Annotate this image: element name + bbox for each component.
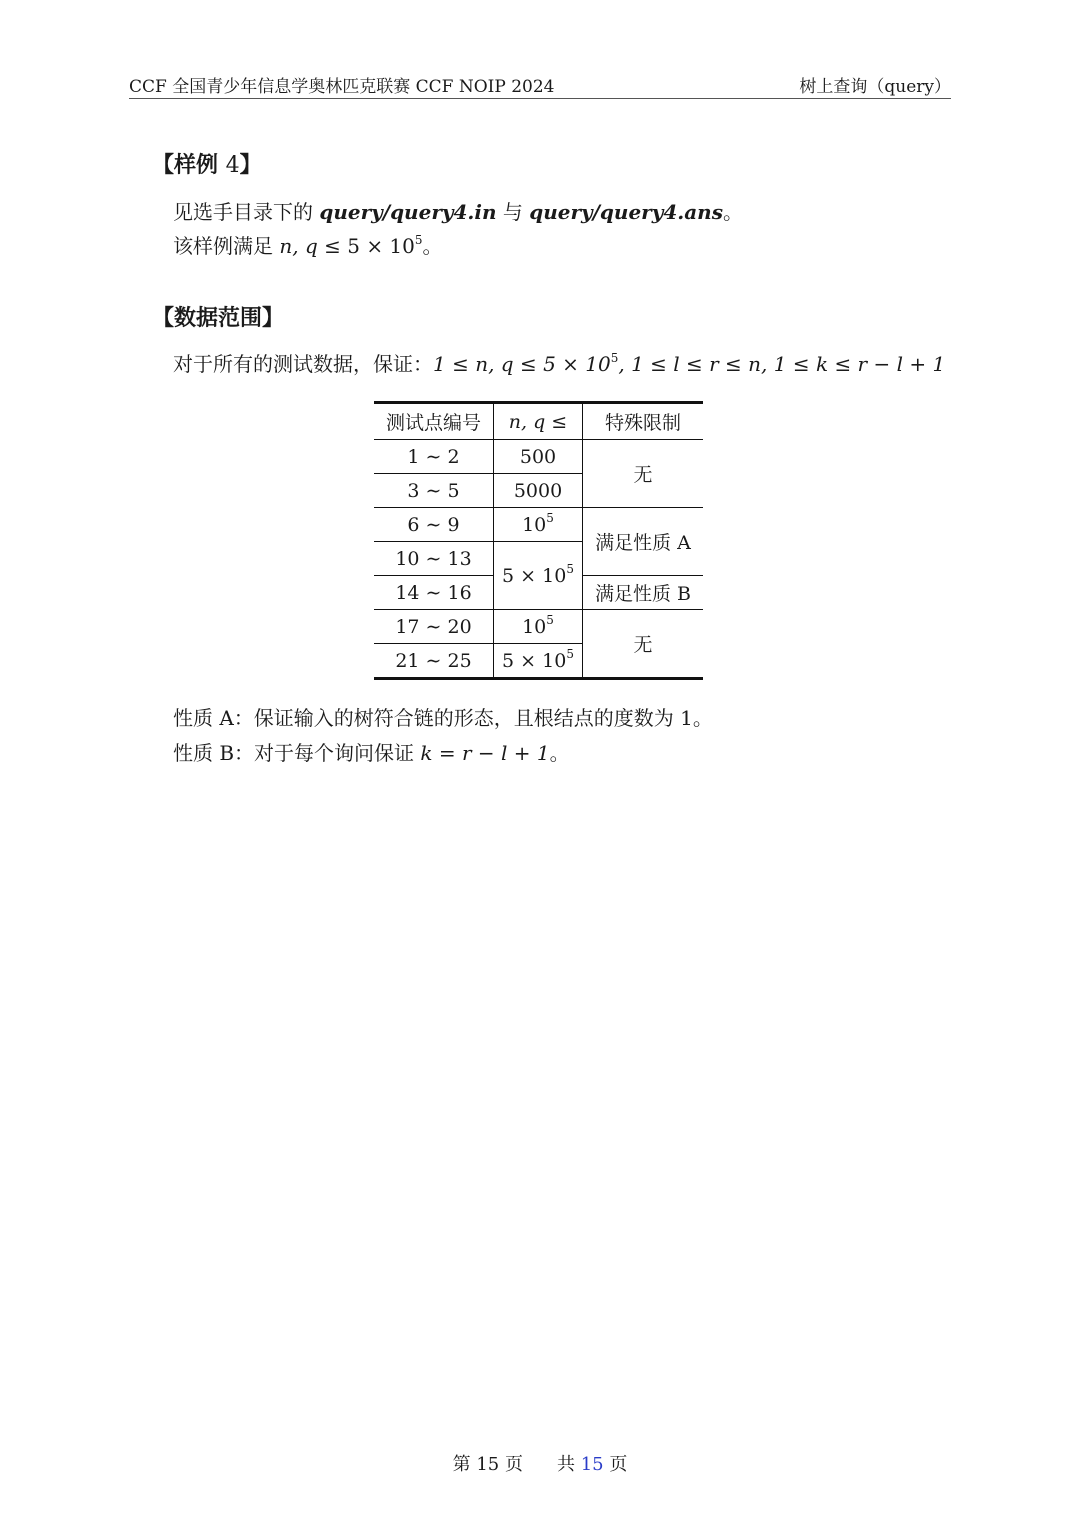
data-range-intro [173,352,945,376]
table-cell-nq: 500 [494,440,583,474]
table-cell-special: 无 [583,610,704,679]
table-cell-special: 满足性质 B [583,576,704,610]
sample4-constraint-rel: ≤ 5 × 10 [317,234,415,258]
table-header-nq: n, q ≤ [494,403,583,440]
table-row [374,508,703,542]
sample4-input-file: query/query4.in [319,200,497,224]
table-cell-testcase: 17 ∼ 20 [374,610,494,644]
table-row [374,440,703,474]
table-cell-nq-exp: 5 [546,612,554,627]
sample4-files-mid: 与 [496,200,530,224]
property-b-line [173,741,570,765]
table-cell-testcase: 21 ∼ 25 [374,644,494,679]
sample4-heading-prefix: 【样例 [152,153,226,178]
table-cell-nq-base: 10 [522,513,547,536]
property-b-prefix: 性质 B：对于每个询问保证 [173,741,421,765]
footer-page-number: 15 [476,1454,500,1475]
data-range-intro-math-b: , 1 ≤ l ≤ r ≤ n, 1 ≤ k ≤ r − l + 1 [618,352,946,376]
sample4-constraint-line [173,234,443,258]
sample4-heading-suffix: 】 [239,153,262,178]
table-cell-nq [494,610,583,644]
footer-total-suffix: 页 [603,1454,628,1475]
table-cell-nq [494,508,583,542]
table-header-testcase: 测试点编号 [374,403,494,440]
data-range-intro-exp: 5 [610,351,619,365]
data-range-heading: 【数据范围】 [152,306,285,331]
table-cell-testcase: 14 ∼ 16 [374,576,494,610]
table-cell-nq-base: 5 × 10 [502,564,567,587]
table-cell-testcase: 6 ∼ 9 [374,508,494,542]
table-cell-special: 无 [583,440,704,508]
table-row [374,610,703,644]
data-range-intro-math-a: 1 ≤ n, q ≤ 5 × 10 [433,352,611,376]
sample4-constraint-exp: 5 [414,233,423,247]
header-contest-title: CCF 全国青少年信息学奥林匹克联赛 CCF NOIP 2024 [129,77,555,97]
property-a-text: 性质 A：保证输入的树符合链的形态，且根结点的度数为 1。 [173,706,713,730]
table-cell-nq-exp: 5 [546,510,554,525]
table-cell-special: 满足性质 A [583,508,704,576]
table-cell-nq-exp: 5 [566,561,574,576]
sample4-files-prefix: 见选手目录下的 [173,200,320,224]
table-cell-nq-base: 5 × 10 [502,649,567,672]
sample4-heading-number: 4 [225,153,240,178]
table-cell-nq [494,542,583,610]
sample4-files-line [173,200,743,224]
page-footer [0,1450,1080,1476]
property-b-end: 。 [549,741,570,765]
table-header-special: 特殊限制 [583,403,704,440]
table-cell-nq-exp: 5 [566,646,574,661]
data-range-intro-prefix: 对于所有的测试数据，保证： [173,352,433,376]
table-header-row [374,403,703,440]
table-cell-nq-base: 10 [522,615,547,638]
sample4-answer-file: query/query4.ans [529,200,723,224]
table-cell-nq [494,644,583,679]
sample4-constraint-vars: n, q [279,234,318,258]
footer-total-prefix: 共 [557,1454,581,1475]
table-cell-testcase: 1 ∼ 2 [407,445,460,468]
footer-total-pages-link[interactable]: 15 [580,1454,604,1475]
sample4-constraint-prefix: 该样例满足 [173,234,280,258]
footer-page-suffix: 页 [499,1454,523,1475]
table-cell-testcase: 10 ∼ 13 [374,542,494,576]
footer-page-prefix: 第 [452,1454,477,1475]
sample4-constraint-end: 。 [422,234,443,258]
header-problem-title: 树上查询（query） [799,77,951,97]
table-cell-testcase: 3 ∼ 5 [374,474,494,508]
property-b-math: k = r − l + 1 [420,741,550,765]
table-cell-nq: 5000 [494,474,583,508]
page-header [129,70,951,99]
sample4-heading [152,148,262,179]
sample4-files-end: 。 [722,200,743,224]
subtask-table [374,401,703,680]
